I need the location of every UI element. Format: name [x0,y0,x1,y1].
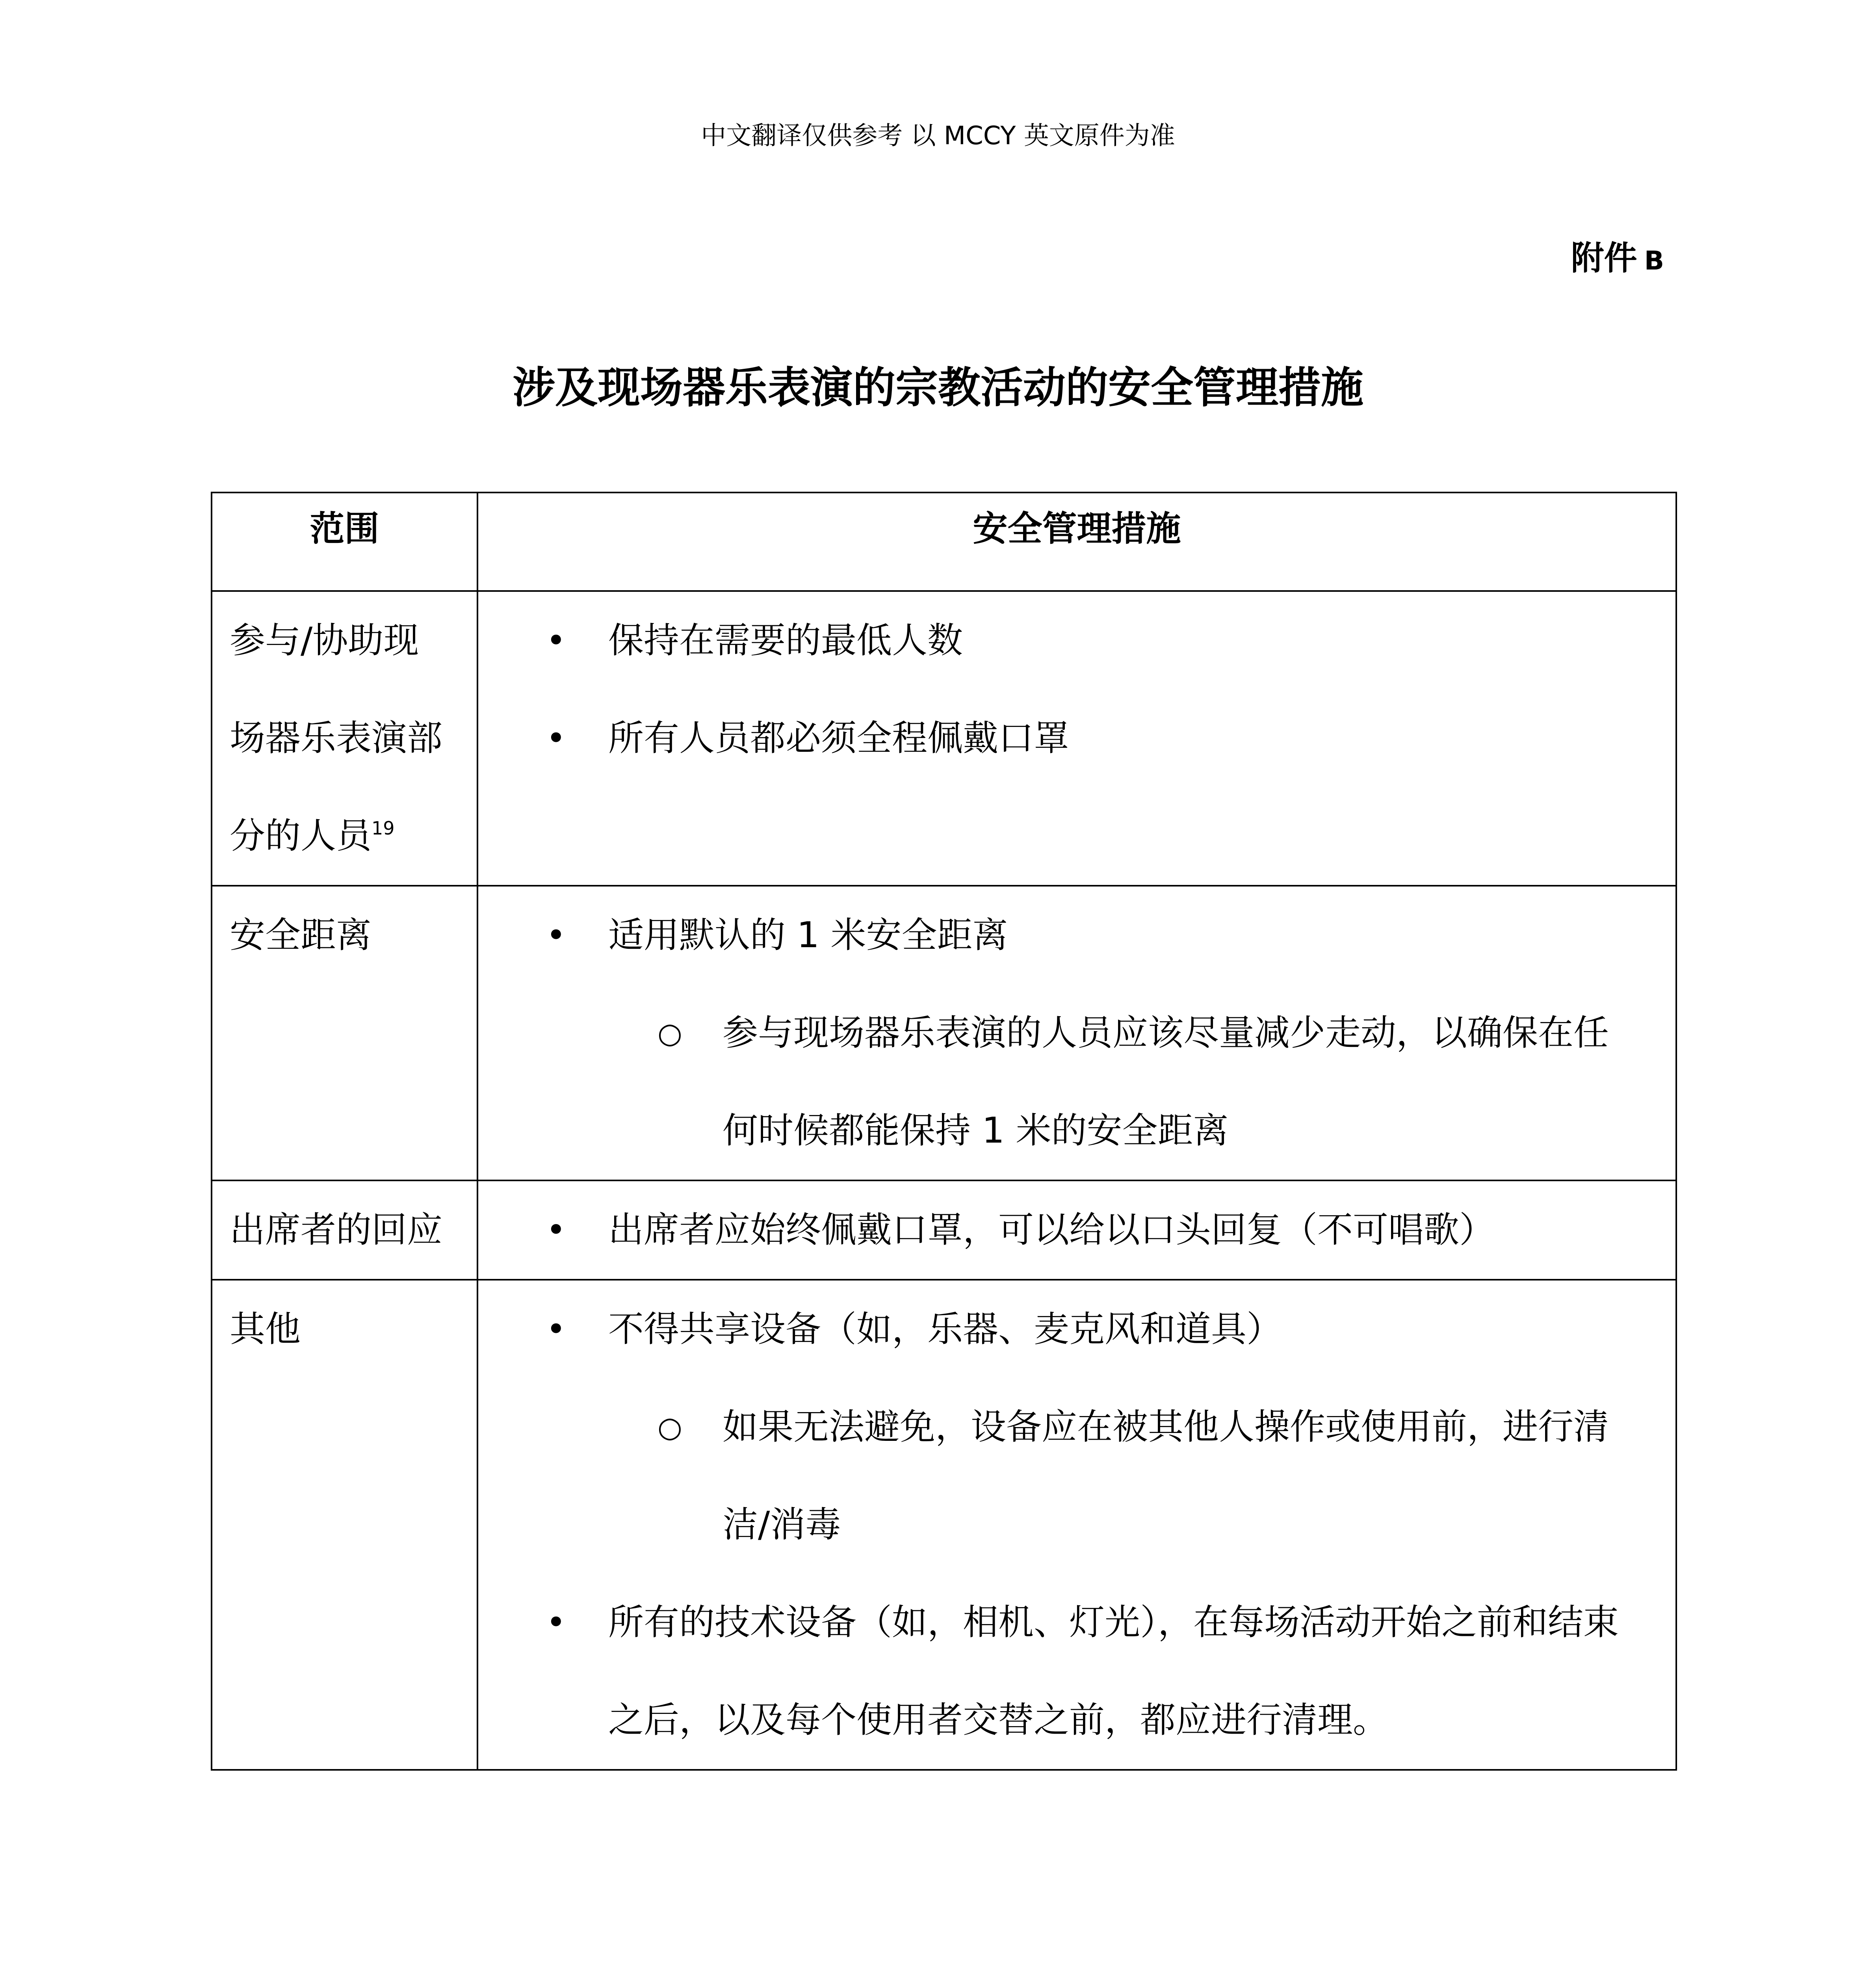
table-row [212,1280,1676,1770]
list-item [478,886,1675,984]
measure-list [478,1280,1675,1769]
table-header-row [212,492,1676,591]
annex-label [1571,236,1664,282]
annex-label-text: 附件 [1571,239,1637,277]
list-item [478,1378,1675,1574]
measure-text: 参与现场器乐表演的人员应该尽量减少走动，以确保在任何时候都能保持 1 米的安全距离 [723,1012,1609,1151]
measures-cell [477,591,1676,886]
bullet-icon: • [546,621,566,660]
table-row [212,591,1676,886]
measures-cell [477,1180,1676,1280]
scope-cell [212,1180,477,1280]
table-row [212,886,1676,1180]
scope-line: 出席者的回应 [230,1209,442,1251]
measures-cell [477,1280,1676,1770]
measure-text: 如果无法避免，设备应在被其他人操作或使用前，进行清洁/消毒 [723,1406,1609,1545]
scope-cell [212,591,477,886]
bullet-icon: • [546,1603,566,1642]
footnote-ref: 19 [371,818,395,839]
list-item [478,984,1675,1180]
measure-list [478,592,1675,787]
scope-cell [212,886,477,1180]
header-measures: 安全管理措施 [477,492,1676,591]
measure-list [478,1181,1675,1279]
document-title: 涉及现场器乐表演的宗教活动的安全管理措施 [512,363,1363,413]
annex-letter: B [1644,245,1664,276]
scope-line: 分的人员 [230,815,371,857]
measure-text: 适用默认的 1 米安全距离 [608,914,1008,956]
circle-bullet-icon: ○ [658,1411,682,1444]
measures-cell [477,886,1676,1180]
header-note: 中文翻译仅供参考 以 MCCY 英文原件为准 [701,121,1175,151]
list-item [478,690,1675,787]
table-body [212,591,1676,1770]
list-item [478,1280,1675,1378]
scope-line: 场器乐表演部 [230,717,442,759]
bullet-icon: • [546,719,566,758]
scope-cell [212,1280,477,1770]
bullet-icon: • [546,916,566,955]
measure-list [478,886,1675,1180]
scope-line: 参与/协助现 [230,620,419,661]
measure-text: 出席者应始终佩戴口罩，可以给以口头回复（不可唱歌） [608,1209,1495,1251]
safety-measures-table [211,492,1677,1771]
measure-text: 不得共享设备（如，乐器、麦克风和道具） [608,1308,1282,1350]
circle-bullet-icon: ○ [658,1017,682,1050]
list-item [478,1574,1675,1769]
table-row [212,1180,1676,1280]
scope-line: 其他 [230,1308,301,1350]
measure-text: 保持在需要的最低人数 [608,620,963,661]
measure-text: 所有人员都必须全程佩戴口罩 [608,717,1069,759]
list-item [478,1181,1675,1279]
header-scope: 范围 [212,492,477,591]
bullet-icon: • [546,1210,566,1250]
list-item [478,592,1675,690]
measure-text: 所有的技术设备（如，相机、灯光），在每场活动开始之前和结束之后，以及每个使用者交替之前，都应进行清理。 [608,1602,1619,1741]
bullet-icon: • [546,1310,566,1349]
scope-line: 安全距离 [230,914,371,956]
